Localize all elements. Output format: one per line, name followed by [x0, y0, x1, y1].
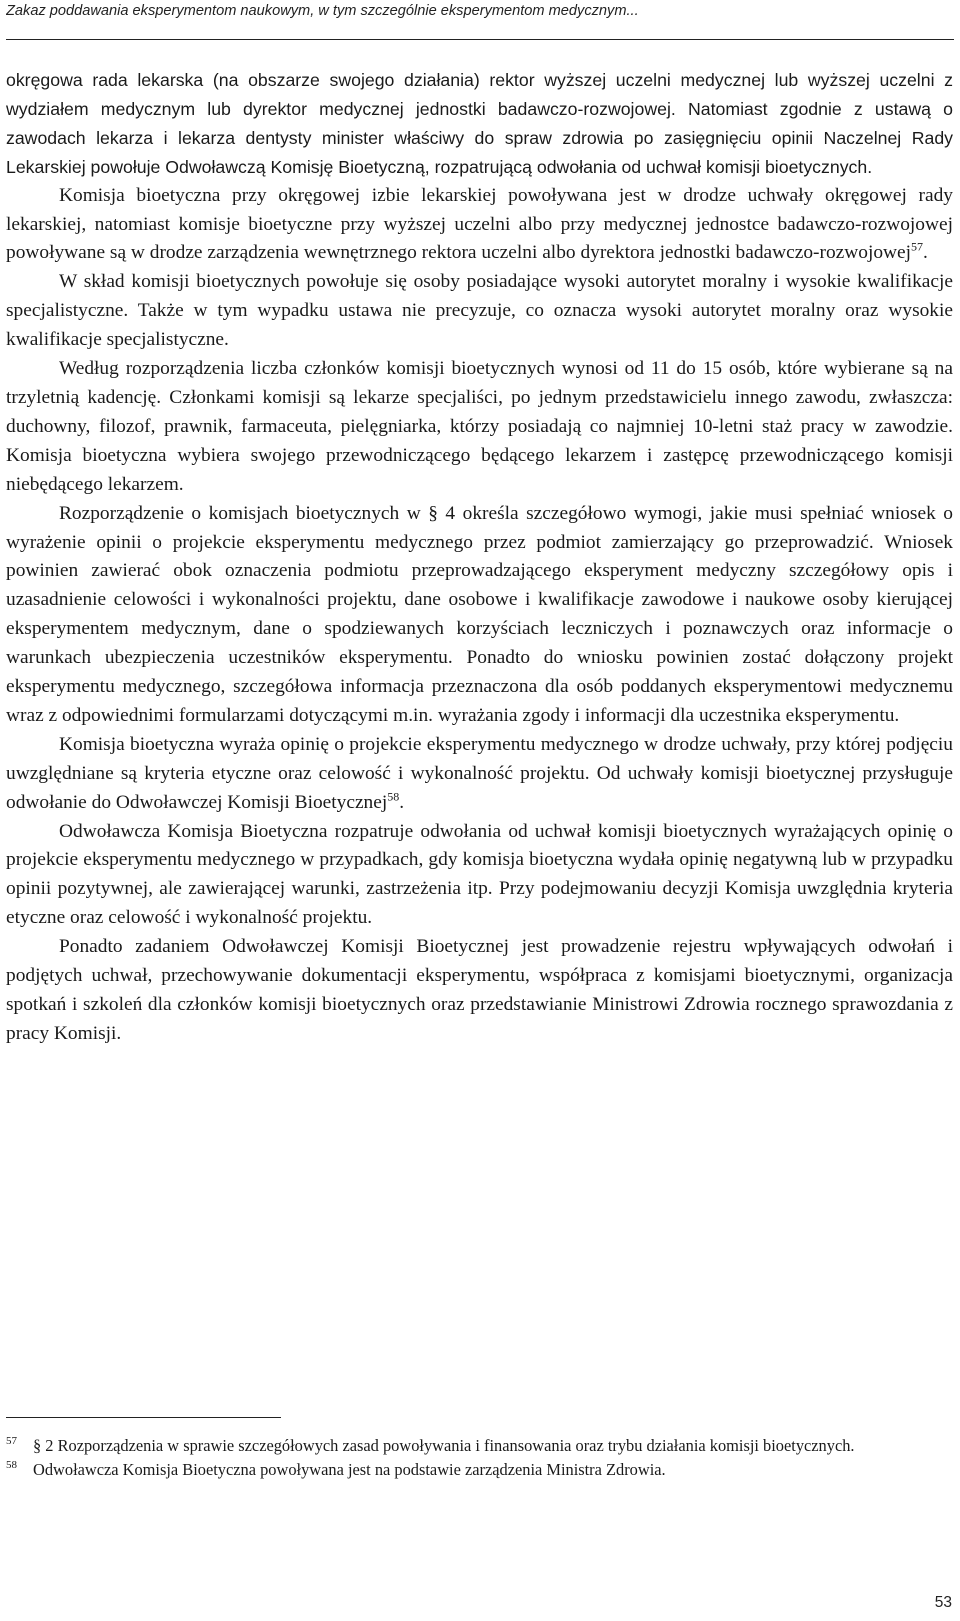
paragraph-text: Komisja bioetyczna wyraża opinię o projekcie eksperymentu medycznego w drodze uchwały, przy której podjęciu uwzględniane są kryteria etyczne oraz celowość i wykonalność projektu. Od uchwały komisji bioetycznej przysługuje odwołanie do Odwoławczej Komisji Bioetycznej [6, 733, 953, 813]
paragraph [6, 731, 953, 818]
paragraph-tail: . [923, 242, 928, 264]
paragraph: W skład komisji bioetycznych powołuje się osoby posiadające wysoki autorytet moralny i wysokie kwalifikacje specjalistyczne. Także w tym wypadku ustawa nie precyzuje, co oznacza wysoki autorytet moralny oraz wysokie kwalifikacje specjalistyczne. [6, 271, 953, 351]
footnote-divider [6, 1417, 281, 1418]
footnotes [6, 1435, 952, 1483]
footnote-number: 57 [6, 1435, 17, 1447]
paragraph: Ponadto zadaniem Odwoławczej Komisji Bioetycznej jest prowadzenie rejestru wpływających odwołań i podjętych uchwał, przechowywanie dokumentacji eksperymentu, współpraca z komisjami bioetycznymi, organizacja spotkań i szkoleń dla członków komisji bioetycznych oraz przedstawianie Ministrowi Zdrowia rocznego sprawozdania z pracy Komisji. [6, 936, 953, 1044]
paragraph [6, 66, 953, 182]
footnote-reference[interactable]: 57 [911, 239, 924, 254]
paragraph: Rozporządzenie o komisjach bioetycznych w § 4 określa szczegółowo wymogi, jakie musi spełniać wniosek o wyrażenie opinii o projekcie eksperymentu medycznego przez podmiot zamierzający go przeprowadzić. Wniosek powinien zawierać obok oznaczenia podmiotu przeprowadzającego eksperyment medyczny szczegółowy opis i uzasadnienie celowości i wykonalności projektu, dane osobowe i kwalifikacje zawodowe i naukowe osoby kierującej eksperymentem medycznym, dane o spodziewanych korzyściach leczniczych i poznawczych oraz informacje o warunkach ubezpieczenia uczestników eksperymentu. Ponadto do wniosku powinien zostać dołączony projekt eksperymentu medycznego, szczegółowa informacja przeznaczona dla osób poddanych eksperymentowi medycznemu wraz z odpowiednimi formularzami dotyczącymi m.in. wyrażania zgody i informacji dla uczestnika eksperymentu. [6, 502, 953, 726]
paragraph-lead: okręgowa rada lekarska (na obszarze swojego działania) rektor wyższej uczelni medycznej lub wyższej uczelni z wydziałem medycznym lub dyrektor medycznej jednostki badawczo-rozwojowej. [6, 70, 953, 119]
paragraph-text: Komisja bioetyczna przy okręgowej izbie lekarskiej powoływana jest w drodze uchwały okręgowej rady lekarskiej, natomiast komisje bioetyczne przy wyższej uczelni albo przy medycznej jednostce badawczo-rozwojowej powoływane są w drodze zarządzenia wewnętrznego rektora uczelni albo dyrektora jednostki badawczo-rozwojowej [6, 184, 953, 264]
footnote-text: Odwoławcza Komisja Bioetyczna powoływana jest na podstawie zarządzenia Ministra Zdrowia. [33, 1460, 666, 1479]
paragraph: Odwoławcza Komisja Bioetyczna rozpatruje odwołania od uchwał komisji bioetycznych wyrażających opinię o projekcie eksperymentu medycznego w przypadkach, gdy komisja bioetyczna wydała opinię negatywną lub w przypadku opinii pozytywnej, ale zawierającej warunki, zastrzeżenia itp. Przy podejmowaniu decyzji Komisja uwzględnia kryteria etyczne oraz celowość i wykonalność projektu. [6, 820, 953, 929]
footnote-item [6, 1459, 952, 1481]
main-text [6, 66, 953, 1049]
paragraph [6, 182, 953, 269]
header-divider [6, 39, 954, 40]
footnote-text: § 2 Rozporządzenia w sprawie szczegółowych zasad powoływania i finansowania oraz trybu działania komisji bioetycznych. [33, 1436, 855, 1455]
paragraph-tail: . [399, 791, 405, 813]
footnote-item [6, 1435, 952, 1457]
running-header: Zakaz poddawania eksperymentom naukowym, w tym szczególnie eksperymentom medycznym... [6, 3, 639, 19]
paragraph: Według rozporządzenia liczba członków komisji bioetycznych wynosi od 11 do 15 osób, które wybierane są na trzyletnią kadencję. Członkami komisji są lekarze specjaliści, po jednym przedstawicielu innego zawodu, zwłaszcza: duchowny, filozof, prawnik, farmaceuta, pielęgniarka, którzy posiadają co najmniej 10-letni staż pracy w zawodzie. Komisja bioetyczna wybiera swojego przewodniczącego będącego lekarzem i zastępcę przewodniczącego komisji niebędącego lekarzem. [6, 358, 953, 495]
page-number: 53 [934, 1594, 952, 1611]
footnote-reference[interactable]: 58 [387, 789, 400, 804]
paragraph-text: Natomiast zgodnie z ustawą o zawodach lekarza i lekarza dentysty minister właściwy do spraw zdrowia po zasięgnięciu opinii Naczelnej Rady Lekarskiej powołuje Odwoławczą Komisję Bioetyczną, rozpatrującą odwołania od uchwał komisji bioetycznych. [6, 98, 953, 177]
footnote-number: 58 [6, 1459, 17, 1471]
